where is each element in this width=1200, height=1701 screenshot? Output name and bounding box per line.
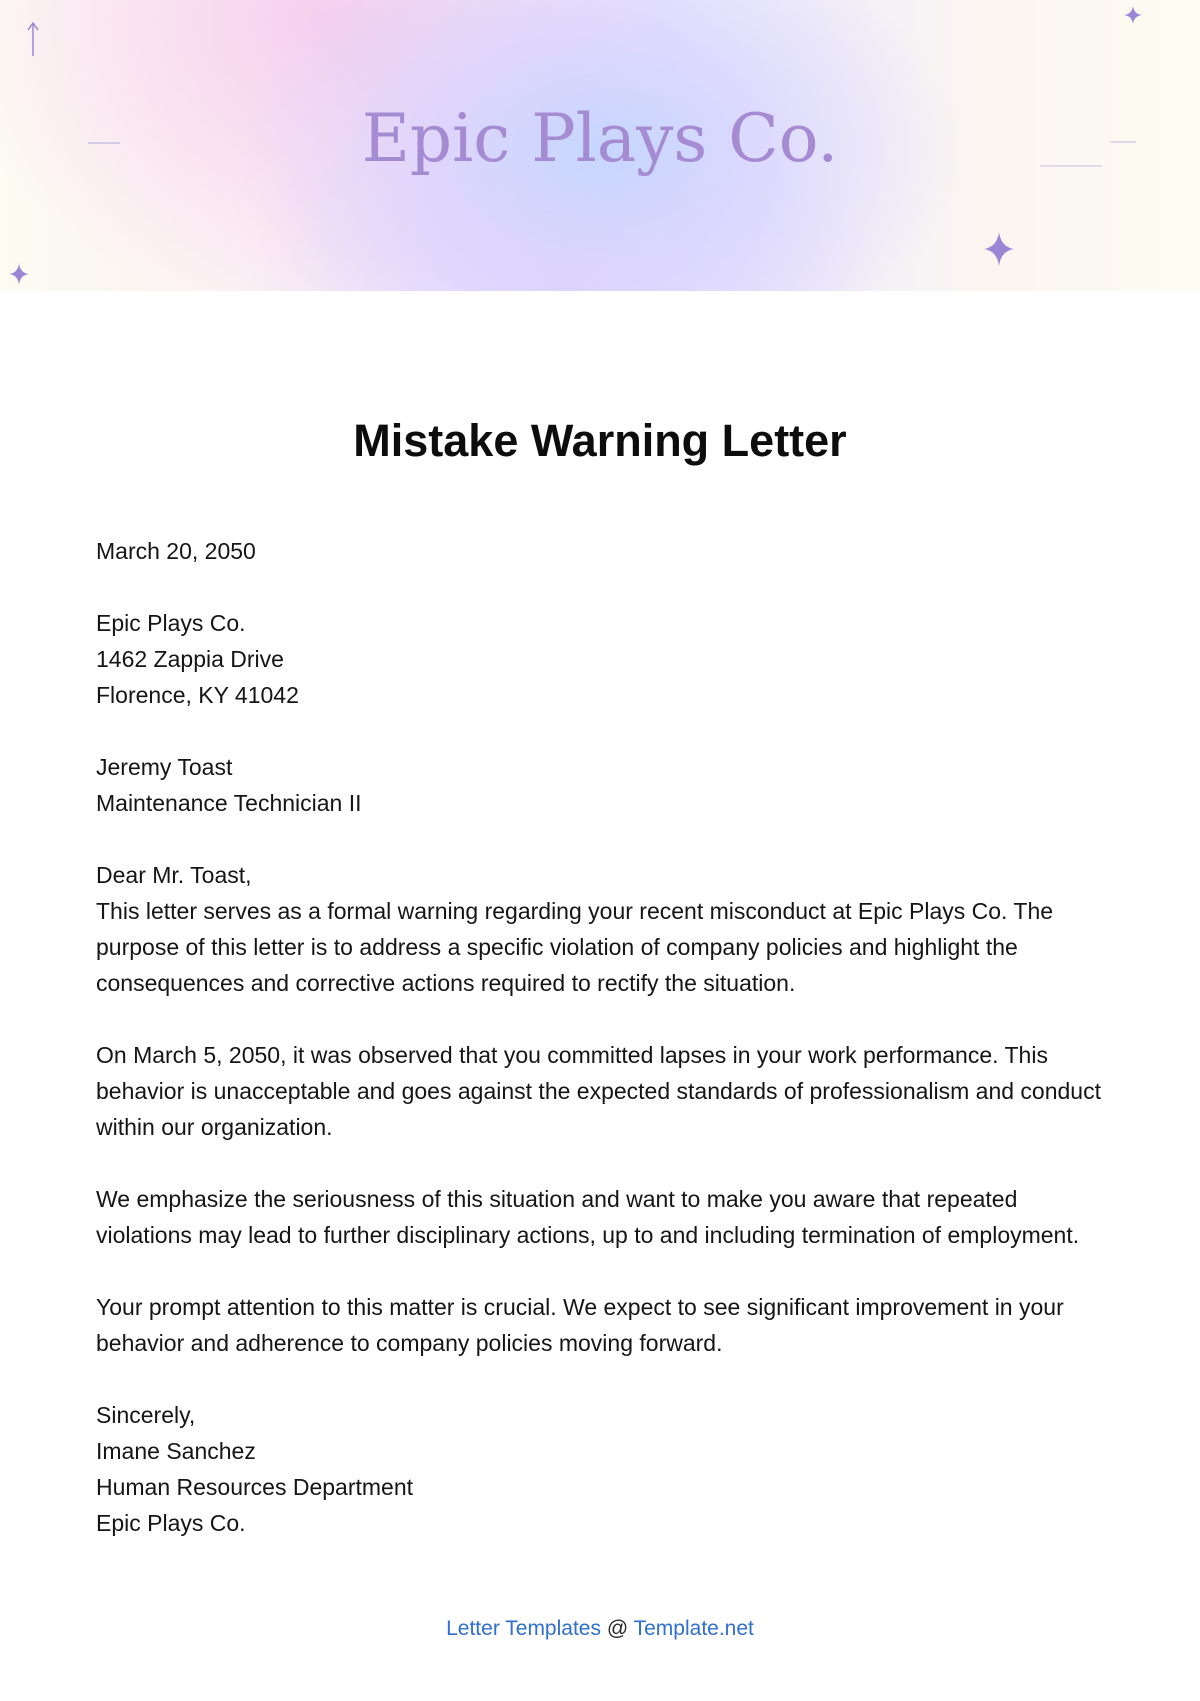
closing-block (96, 1397, 1106, 1541)
template-net-link[interactable]: Template.net (633, 1617, 754, 1640)
sender-street: 1462 Zappia Drive (96, 646, 284, 672)
sender-company: Epic Plays Co. (96, 610, 246, 636)
footer-separator: @ (606, 1617, 629, 1640)
arrow-up-icon (26, 20, 40, 58)
body-paragraph: Your prompt attention to this matter is crucial. We expect to see significant improvement in your behavior and adherence to company policies moving forward. (96, 1294, 1064, 1356)
signer-name: Imane Sanchez (96, 1438, 256, 1464)
sender-city: Florence, KY 41042 (96, 682, 299, 708)
sender-address (96, 605, 1106, 713)
valediction: Sincerely, (96, 1402, 196, 1428)
recipient-block (96, 749, 1106, 821)
letter-title: Mistake Warning Letter (353, 415, 847, 466)
sparkle-icon (8, 262, 30, 286)
salutation-and-intro (96, 857, 1106, 1001)
sparkle-icon (983, 231, 1015, 267)
body-paragraph: On March 5, 2050, it was observed that you committed lapses in your work performance. This behavior is unacceptable and goes against the expected standards of professionalism and conduct within our organization. (96, 1042, 1101, 1140)
letter-templates-link[interactable]: Letter Templates (446, 1617, 601, 1640)
company-brand-title: Epic Plays Co. (361, 100, 839, 177)
letter-date: March 20, 2050 (96, 538, 256, 564)
salutation: Dear Mr. Toast, (96, 862, 252, 888)
recipient-position: Maintenance Technician II (96, 790, 362, 816)
letter-body (96, 533, 1106, 1577)
signer-company: Epic Plays Co. (96, 1510, 246, 1536)
recipient-name: Jeremy Toast (96, 754, 233, 780)
sparkle-icon (1123, 5, 1143, 25)
header-banner (0, 0, 1200, 291)
crescent-moon-icon (97, 240, 111, 254)
footer (0, 1617, 1200, 1641)
body-paragraph: This letter serves as a formal warning regarding your recent misconduct at Epic Plays Co. The purpose of this letter is to address a specific violation of company policies and highlight the consequences and corrective actions required to rectify the situation. (96, 898, 1054, 996)
signer-department: Human Resources Department (96, 1474, 414, 1500)
body-paragraph: We emphasize the seriousness of this situation and want to make you aware that repeated violations may lead to further disciplinary actions, up to and including termination of employment. (96, 1186, 1080, 1248)
